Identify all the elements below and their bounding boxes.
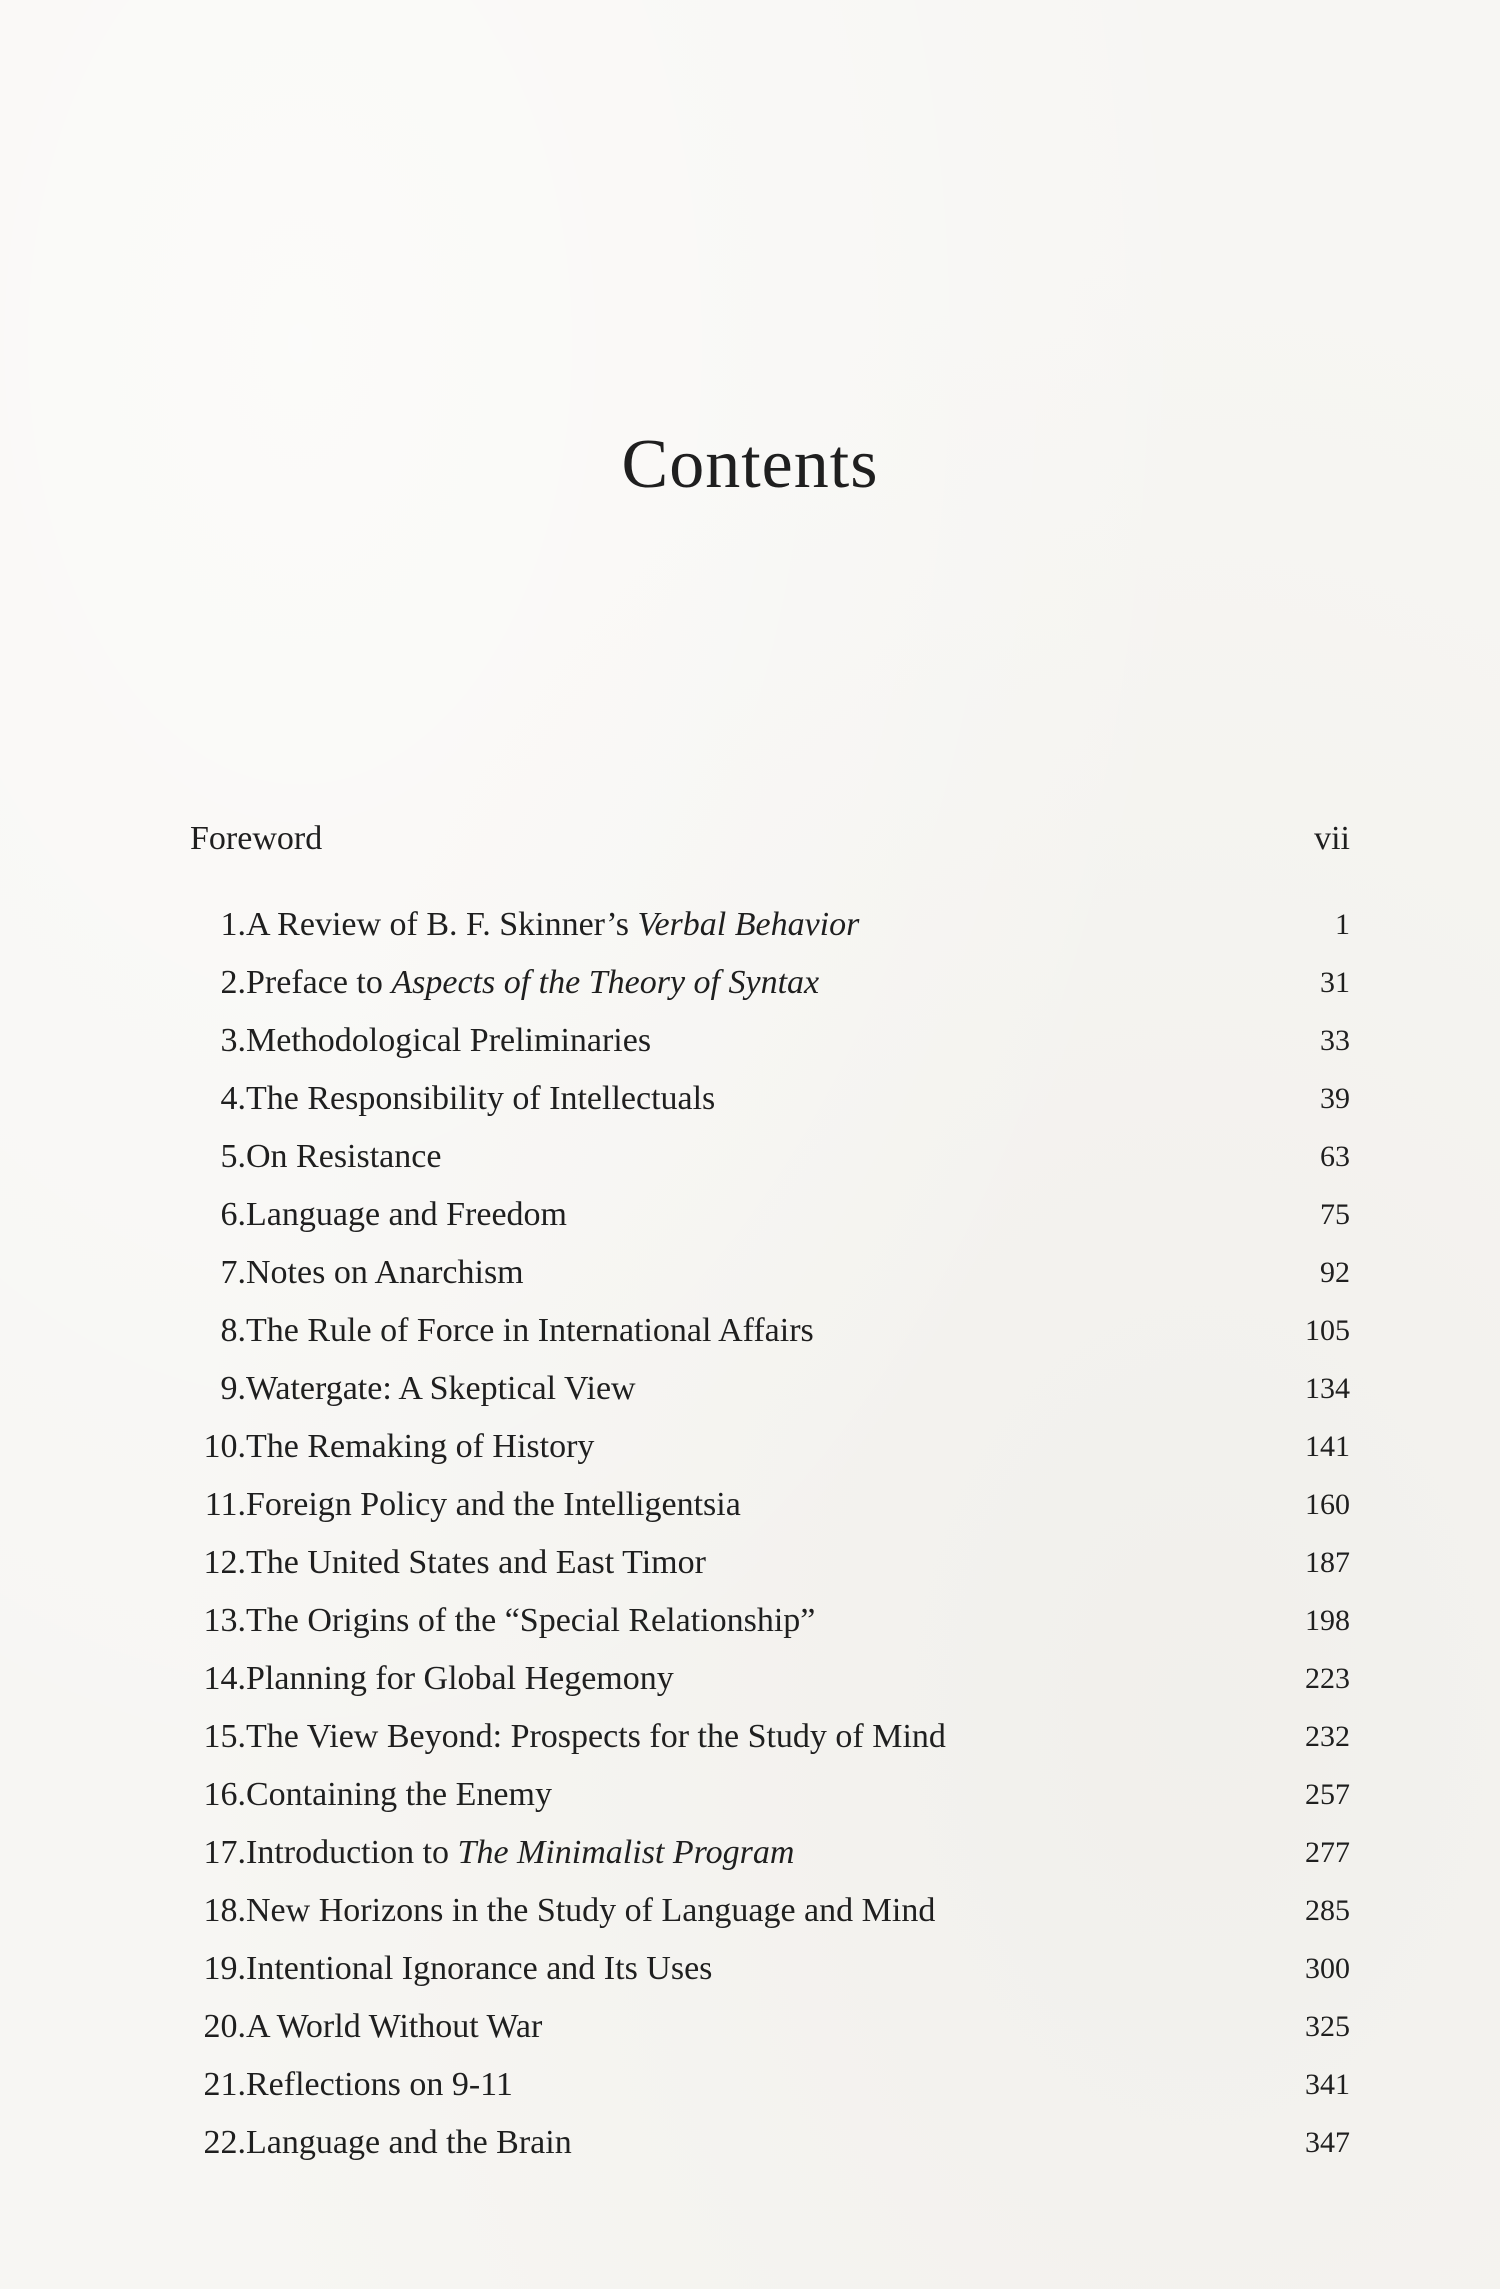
toc-entry-number: 5. — [220, 1138, 246, 1175]
toc-entry-title-text: Intentional Ignorance and Its Uses — [246, 1950, 713, 1987]
toc-entry-title — [246, 1766, 552, 1824]
toc-entry-title-text: New Horizons in the Study of Language and Mind — [246, 1892, 936, 1929]
toc-entry-title — [246, 1244, 524, 1302]
toc-entry-foreword — [190, 810, 1350, 868]
toc-entry-title — [246, 1882, 935, 1940]
toc-entry-title — [246, 1476, 741, 1534]
toc-entry — [190, 1012, 1350, 1070]
toc-entry-title — [246, 1824, 794, 1882]
toc-entry-title — [246, 1592, 815, 1650]
toc-entry-number: 4. — [220, 1080, 246, 1117]
toc-entry — [190, 1766, 1350, 1824]
toc-entry-title — [246, 1534, 706, 1592]
toc-entry-title-text: The Remaking of History — [246, 1428, 595, 1465]
toc-page-number: 325 — [1305, 2010, 1350, 2043]
toc-page-number: 277 — [1305, 1836, 1350, 1869]
toc-entry-number: 3. — [220, 1022, 246, 1059]
toc-entry-title — [246, 1708, 946, 1766]
toc-entry-title-text: Language and the Brain — [246, 2124, 572, 2161]
toc-entry — [190, 1476, 1350, 1534]
toc-page-number: 285 — [1305, 1894, 1350, 1927]
toc-entry-title-text: Methodological Preliminaries — [246, 1022, 652, 1059]
toc-entry-title-italic: Aspects of the Theory of Syntax — [391, 964, 820, 1001]
toc-entry-title-text: Foreign Policy and the Intelligentsia — [246, 1486, 741, 1523]
page-title: Contents — [621, 426, 879, 503]
toc-entry — [190, 1360, 1350, 1418]
toc-entry — [190, 1940, 1350, 1998]
toc-entry-title — [246, 1128, 441, 1186]
toc-entry-title — [246, 1302, 814, 1360]
toc-page-number: 141 — [1305, 1430, 1350, 1463]
toc-page-number: 63 — [1320, 1140, 1350, 1173]
toc-entry-number: 20. — [203, 2008, 246, 2045]
toc-entry-number: 6. — [220, 1196, 246, 1233]
toc-entry-title-text: On Resistance — [246, 1138, 442, 1175]
toc-entry-title — [246, 1360, 636, 1418]
toc-entry — [190, 1418, 1350, 1476]
toc-entry-number: 15. — [203, 1718, 246, 1755]
toc-entry-number: 16. — [203, 1776, 246, 1813]
toc-entry — [190, 1244, 1350, 1302]
toc-entry — [190, 1708, 1350, 1766]
toc-entry-title-text: A World Without War — [246, 2008, 543, 2045]
toc-page-number: 31 — [1320, 966, 1350, 999]
toc-entry-number: 1. — [220, 906, 246, 943]
toc-page-number: 198 — [1305, 1604, 1350, 1637]
toc-entry-title-italic: Verbal Behavior — [637, 906, 860, 943]
table-of-contents — [190, 810, 1350, 2172]
toc-page-number: 39 — [1320, 1082, 1350, 1115]
toc-page-number: 75 — [1320, 1198, 1350, 1231]
toc-entry — [190, 1302, 1350, 1360]
toc-entry-number: 8. — [220, 1312, 246, 1349]
toc-entry-title-text: The Origins of the “Special Relationship” — [246, 1602, 816, 1639]
toc-entry-number: 12. — [203, 1544, 246, 1581]
toc-entry — [190, 1998, 1350, 2056]
toc-entry-number: 17. — [203, 1834, 246, 1871]
toc-entry-number: 18. — [203, 1892, 246, 1929]
toc-entry — [190, 1824, 1350, 1882]
toc-entry-number: 13. — [203, 1602, 246, 1639]
toc-entry-title-italic: The Minimalist Program — [457, 1834, 795, 1871]
toc-entry-title — [246, 1418, 594, 1476]
toc-entry — [190, 1882, 1350, 1940]
toc-page-number: 341 — [1305, 2068, 1350, 2101]
toc-page-number: 300 — [1305, 1952, 1350, 1985]
toc-entry-title-text: A Review of B. F. Skinner’s — [246, 906, 638, 943]
toc-page-number: 92 — [1320, 1256, 1350, 1289]
toc-page-number: 257 — [1305, 1778, 1350, 1811]
toc-entry-title — [246, 2056, 513, 2114]
toc-entry-title-text: The United States and East Timor — [246, 1544, 706, 1581]
toc-entry — [190, 896, 1350, 954]
toc-entry-title-text: Reflections on 9-11 — [246, 2066, 513, 2103]
toc-page-number: 160 — [1305, 1488, 1350, 1521]
toc-entry-title-text: Preface to — [246, 964, 392, 1001]
toc-entry-title-text: Planning for Global Hegemony — [246, 1660, 674, 1697]
toc-entry-title-text: The Rule of Force in International Affairs — [246, 1312, 814, 1349]
toc-entry-title-text: Notes on Anarchism — [246, 1254, 524, 1291]
toc-entry — [190, 1650, 1350, 1708]
toc-entry-title-text: Containing the Enemy — [246, 1776, 552, 1813]
toc-entry — [190, 954, 1350, 1012]
toc-page-number: 232 — [1305, 1720, 1350, 1753]
toc-entry-title — [246, 1012, 651, 1070]
toc-entry-number: 7. — [220, 1254, 246, 1291]
toc-entry — [190, 1186, 1350, 1244]
toc-entry-title — [246, 954, 819, 1012]
toc-entry-number: 22. — [203, 2124, 246, 2161]
toc-entry-number: 14. — [203, 1660, 246, 1697]
toc-entry-title — [246, 896, 859, 954]
toc-entry-number: 2. — [220, 964, 246, 1001]
toc-entry — [190, 1534, 1350, 1592]
toc-entry-title-text: The Responsibility of Intellectuals — [246, 1080, 716, 1117]
toc-entry — [190, 2114, 1350, 2172]
toc-page-number: 223 — [1305, 1662, 1350, 1695]
toc-entry-title — [246, 1070, 715, 1128]
toc-entry — [190, 1128, 1350, 1186]
toc-entry-title-text: The View Beyond: Prospects for the Study of Mind — [246, 1718, 946, 1755]
toc-entry-title — [246, 1650, 674, 1708]
toc-entry-number: 11. — [204, 1486, 246, 1523]
toc-entry-title: Foreword — [190, 820, 323, 857]
toc-entry — [190, 1592, 1350, 1650]
toc-entry-number: 19. — [203, 1950, 246, 1987]
toc-page-number: 347 — [1305, 2126, 1350, 2159]
toc-entry-title — [246, 1998, 542, 2056]
toc-entry-title-text: Watergate: A Skeptical View — [246, 1370, 636, 1407]
toc-page-number: 1 — [1335, 908, 1350, 941]
toc-page-number: vii — [1314, 820, 1350, 857]
toc-entry-number: 10. — [203, 1428, 246, 1465]
toc-entry-title — [246, 1940, 712, 1998]
toc-entry-list — [190, 896, 1350, 2172]
toc-page-number: 187 — [1305, 1546, 1350, 1579]
toc-entry-number: 21. — [203, 2066, 246, 2103]
toc-page-number: 33 — [1320, 1024, 1350, 1057]
toc-entry-title-text: Language and Freedom — [246, 1196, 567, 1233]
toc-entry-title — [246, 2114, 572, 2172]
toc-entry — [190, 2056, 1350, 2114]
toc-entry-title — [246, 1186, 567, 1244]
toc-page-number: 105 — [1305, 1314, 1350, 1347]
toc-entry — [190, 1070, 1350, 1128]
toc-page-number: 134 — [1305, 1372, 1350, 1405]
toc-entry-title-text: Introduction to — [246, 1834, 458, 1871]
toc-entry-number: 9. — [220, 1370, 246, 1407]
